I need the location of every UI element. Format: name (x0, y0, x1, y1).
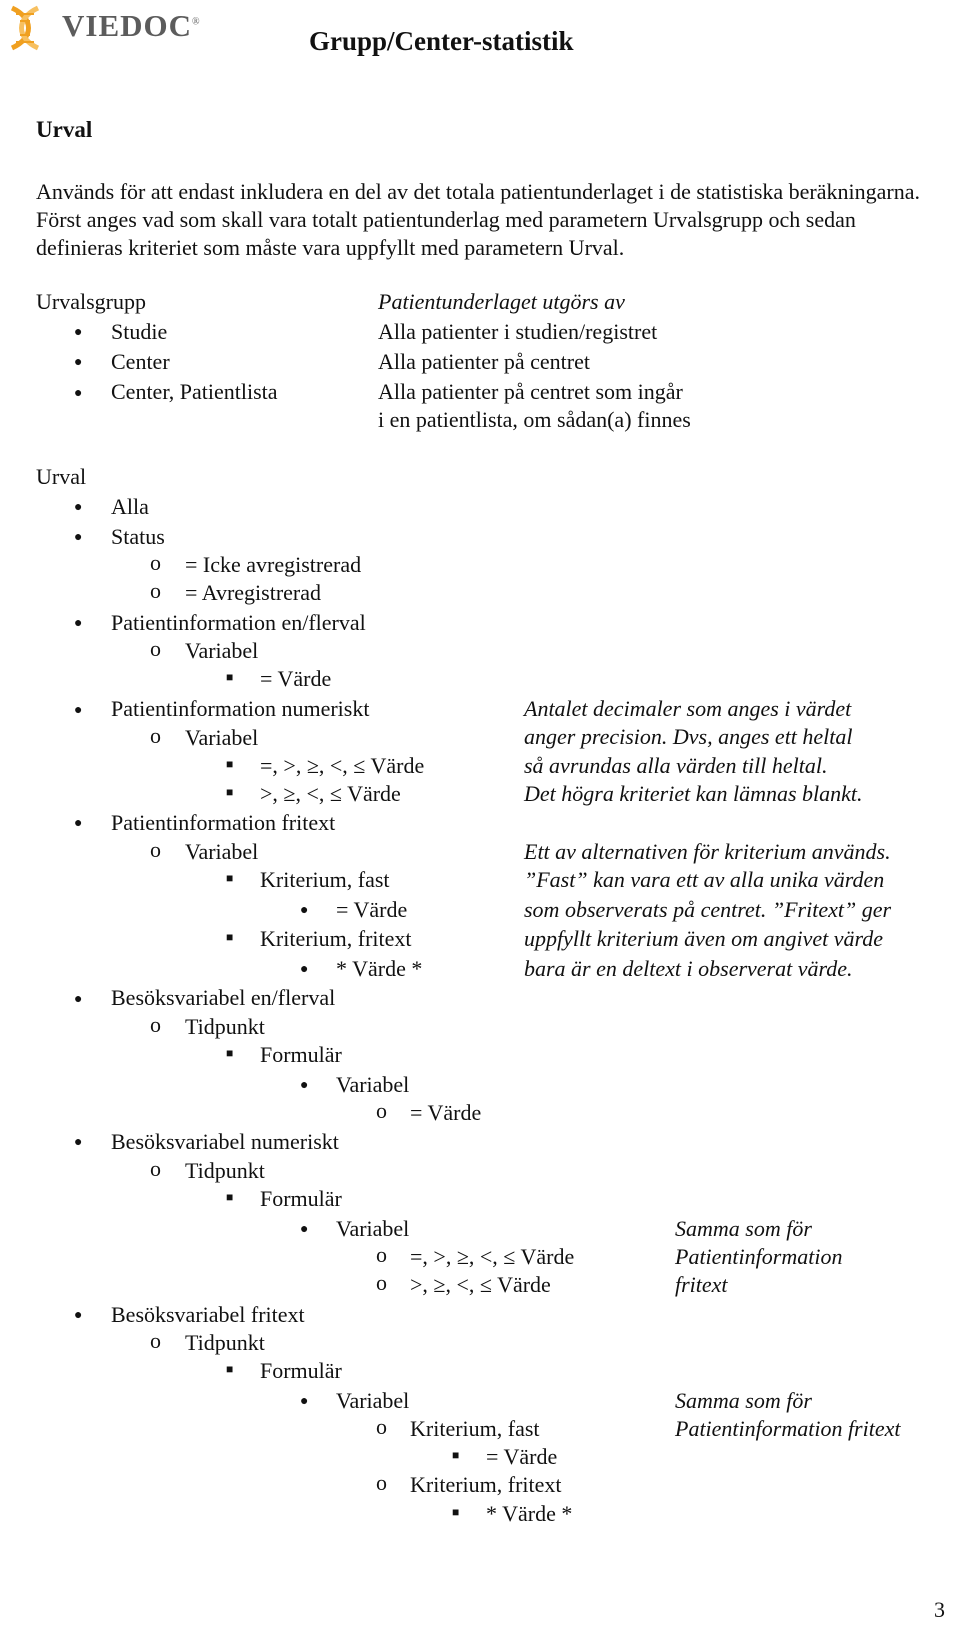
bullet-icon: ● (74, 703, 83, 718)
bullet-icon: ● (300, 962, 309, 977)
note-line: Det högra kriteriet kan lämnas blankt. (524, 781, 863, 806)
list-item: * Värde * (486, 1501, 573, 1526)
urvalsgrupp-description: Alla patienter på centret som ingår (378, 379, 683, 404)
urvalsgrupp-description-continued: i en patientlista, om sådan(a) finnes (378, 407, 691, 432)
page-title: Grupp/Center-statistik (309, 26, 574, 56)
list-item: = Värde (486, 1444, 558, 1469)
list-item: Variabel (336, 1216, 410, 1241)
note-line: Samma som för (675, 1216, 812, 1241)
urvalsgrupp-description: Alla patienter på centret (378, 349, 590, 374)
list-item: Kriterium, fritext (410, 1472, 562, 1497)
viedoc-logo (62, 8, 201, 44)
square-bullet-icon: ■ (452, 1505, 460, 1519)
page-number: 3 (934, 1597, 945, 1622)
list-item: Formulär (260, 1042, 342, 1067)
urvalsgrupp-option: Center, Patientlista (111, 379, 278, 404)
list-item: Besöksvariabel numeriskt (111, 1129, 339, 1154)
intro-paragraph: Används för att endast inkludera en del av det totala patientunderlaget i de statistiska beräkningarna. Först anges vad som skall vara totalt patientunderlag med parametern Urvalsgrupp och sedan definieras kriteriet som måste vara uppfyllt med parametern Urval. (36, 179, 920, 260)
list-item: = Värde (410, 1100, 482, 1125)
note-line: Patientinformation (675, 1244, 843, 1269)
bullet-icon: ● (300, 1078, 309, 1093)
bullet-icon: ● (74, 500, 83, 515)
list-item: Alla (111, 494, 149, 519)
square-bullet-icon: ■ (226, 930, 234, 944)
list-item: Tidpunkt (185, 1158, 265, 1183)
bullet-icon: ● (74, 1308, 83, 1323)
list-item: = Värde (260, 666, 332, 691)
urvalsgrupp-option: Center (111, 349, 170, 374)
list-item: Kriterium, fritext (260, 926, 412, 951)
list-item: =, >, ≥, <, ≤ Värde (410, 1244, 575, 1269)
urvalsgrupp-description: Alla patienter i studien/registret (378, 319, 658, 344)
bullet-icon: ● (74, 325, 83, 340)
bullet-icon: ● (74, 355, 83, 370)
bullet-icon: ● (300, 1222, 309, 1237)
list-item: Besöksvariabel en/flerval (111, 985, 336, 1010)
note-line: anger precision. Dvs, anges ett heltal (524, 724, 853, 749)
list-item: Variabel (185, 839, 259, 864)
square-bullet-icon: ■ (226, 1190, 234, 1204)
circle-bullet-icon: o (150, 723, 161, 748)
square-bullet-icon: ■ (226, 1362, 234, 1376)
circle-bullet-icon: o (150, 636, 161, 661)
circle-bullet-icon: o (376, 1242, 387, 1267)
list-item: = Icke avregistrerad (185, 552, 362, 577)
note-line: ”Fast” kan vara ett av alla unika värden (524, 867, 885, 892)
bullet-icon: ● (74, 616, 83, 631)
list-item: Patientinformation fritext (111, 810, 336, 835)
list-item: Status (111, 524, 165, 549)
circle-bullet-icon: o (150, 1012, 161, 1037)
list-item: Formulär (260, 1358, 342, 1383)
list-item: Besöksvariabel fritext (111, 1302, 305, 1327)
list-item: Patientinformation numeriskt (111, 696, 370, 721)
note-line: Patientinformation fritext (675, 1416, 901, 1441)
square-bullet-icon: ■ (226, 871, 234, 885)
bullet-icon: ● (74, 386, 83, 401)
circle-bullet-icon: o (150, 578, 161, 603)
bullet-icon: ● (74, 816, 83, 831)
square-bullet-icon: ■ (226, 1046, 234, 1060)
note-line: som observerats på centret. ”Fritext” ger (524, 897, 892, 922)
dna-helix-icon (4, 4, 52, 52)
circle-bullet-icon: o (150, 550, 161, 575)
list-item: Variabel (336, 1072, 410, 1097)
circle-bullet-icon: o (376, 1270, 387, 1295)
circle-bullet-icon: o (376, 1098, 387, 1123)
list-item: Patientinformation en/flerval (111, 610, 366, 635)
logo-text: VIEDOC (62, 8, 193, 43)
list-item: =, >, ≥, <, ≤ Värde (260, 753, 425, 778)
list-item: Tidpunkt (185, 1014, 265, 1039)
list-item: = Värde (336, 897, 408, 922)
urvalsgrupp-option: Studie (111, 319, 168, 344)
note-line: bara är en deltext i observerat värde. (524, 956, 853, 981)
square-bullet-icon: ■ (226, 757, 234, 771)
note-line: Antalet decimaler som anges i värdet (524, 696, 852, 721)
list-item: = Avregistrerad (185, 580, 322, 605)
bullet-icon: ● (74, 992, 83, 1007)
trademark-symbol: ® (192, 16, 201, 28)
list-item: Formulär (260, 1186, 342, 1211)
list-item: * Värde * (336, 956, 423, 981)
urvalsgrupp-column-header: Patientunderlaget utgörs av (378, 289, 625, 314)
note-line: Samma som för (675, 1388, 812, 1413)
bullet-icon: ● (74, 530, 83, 545)
list-item: Kriterium, fast (260, 867, 390, 892)
square-bullet-icon: ■ (452, 1448, 460, 1462)
list-item: Variabel (185, 725, 259, 750)
note-line: fritext (675, 1272, 728, 1297)
circle-bullet-icon: o (376, 1470, 387, 1495)
square-bullet-icon: ■ (226, 670, 234, 684)
note-line: uppfyllt kriterium även om angivet värde (524, 926, 884, 951)
bullet-icon: ● (74, 1135, 83, 1150)
list-item: >, ≥, <, ≤ Värde (410, 1272, 551, 1297)
urval-label: Urval (36, 464, 87, 489)
circle-bullet-icon: o (376, 1414, 387, 1439)
list-item: Tidpunkt (185, 1330, 265, 1355)
bullet-icon: ● (300, 1394, 309, 1409)
list-item: >, ≥, <, ≤ Värde (260, 781, 401, 806)
section-heading: Urval (36, 117, 93, 142)
list-item: Variabel (336, 1388, 410, 1413)
note-line: så avrundas alla värden till heltal. (524, 753, 828, 778)
list-item: Kriterium, fast (410, 1416, 540, 1441)
circle-bullet-icon: o (150, 1328, 161, 1353)
note-line: Ett av alternativen för kriterium används. (524, 839, 891, 864)
circle-bullet-icon: o (150, 837, 161, 862)
bullet-icon: ● (300, 903, 309, 918)
square-bullet-icon: ■ (226, 785, 234, 799)
list-item: Variabel (185, 638, 259, 663)
circle-bullet-icon: o (150, 1156, 161, 1181)
urvalsgrupp-label: Urvalsgrupp (36, 289, 146, 314)
